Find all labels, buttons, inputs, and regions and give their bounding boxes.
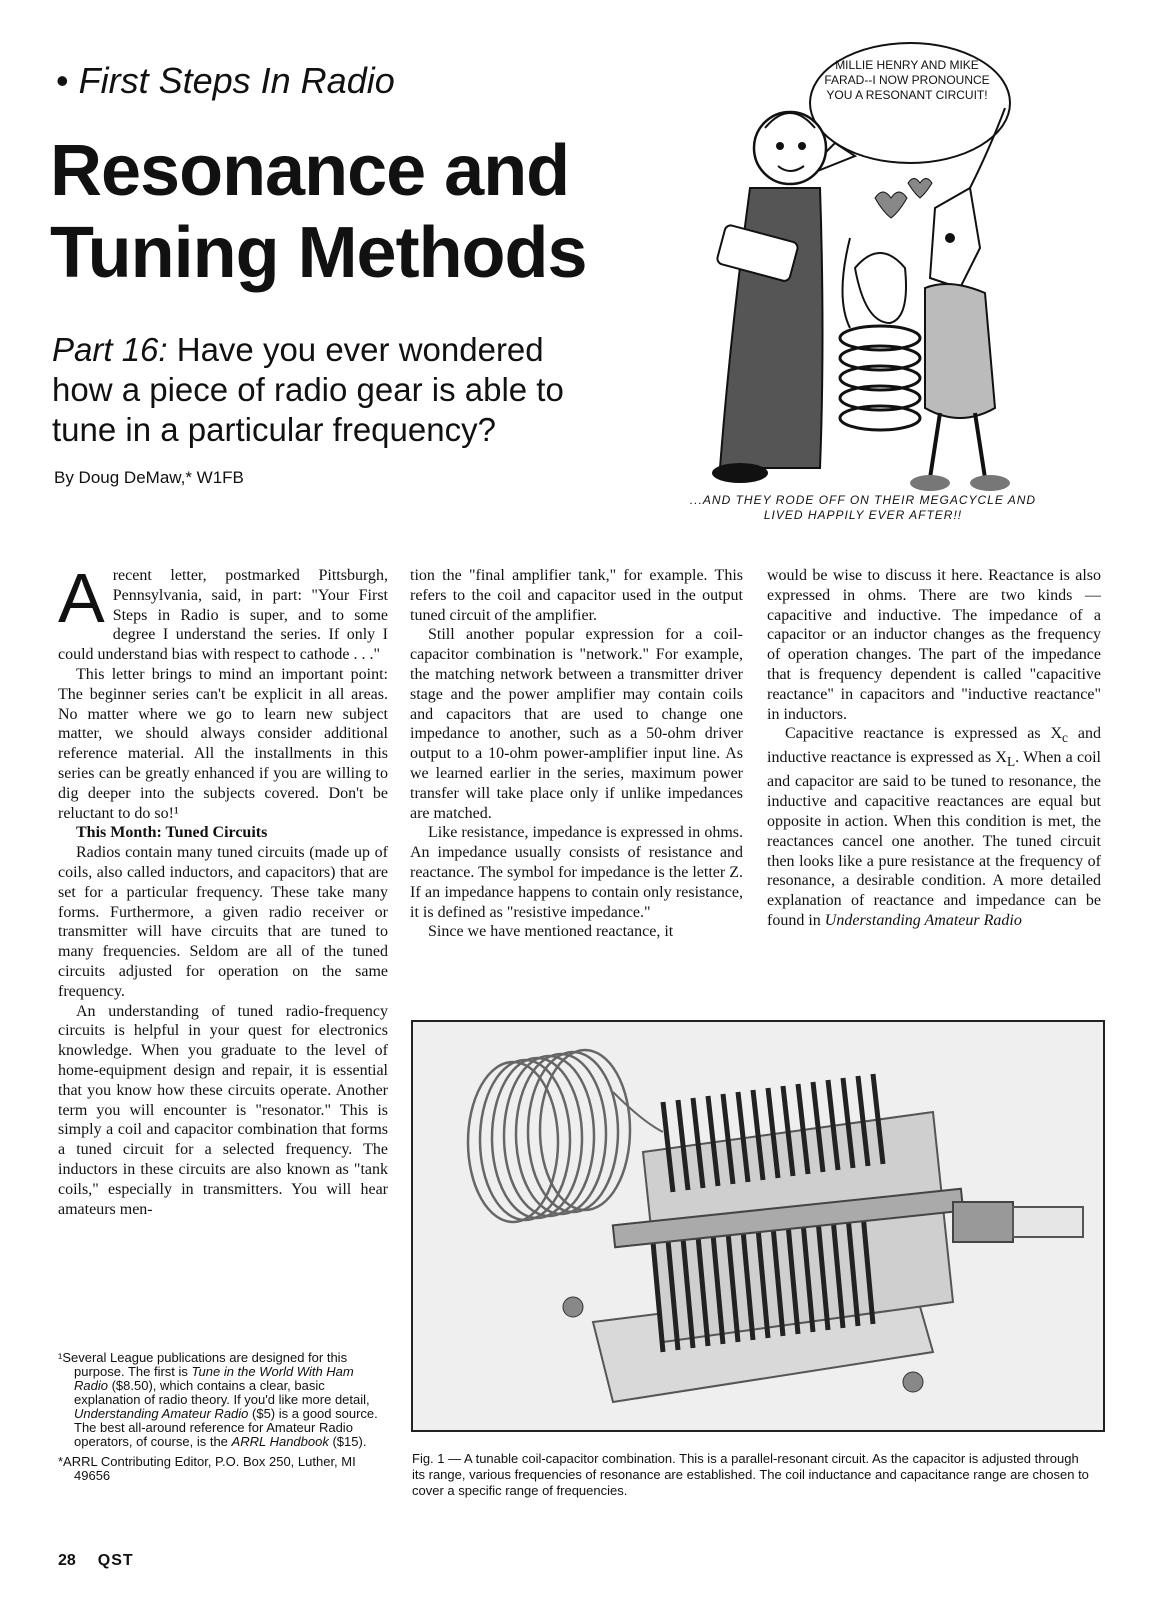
paragraph: would be wise to discuss it here. Reactance is also expressed in ohms. There are two kinds — capacitive and inductive. The impedance of a capacitor or an inductor changes as the frequency of operation changes. The part of the impedance that is frequency dependent is called "capacitive reactance" in capacitors and "inductive reactance" in inductors. [767, 567, 1101, 723]
footnote-2: *ARRL Contributing Editor, P.O. Box 250, Luther, MI 49656 [58, 1454, 356, 1483]
paragraph: tion the "final amplifier tank," for example. This refers to the coil and capacitor used in the output tuned circuit of the amplifier. [410, 567, 743, 624]
article-column-3 [767, 566, 1101, 931]
figure-photo-coil-capacitor [411, 1020, 1105, 1432]
paragraph-text: recent letter, postmarked Pittsburgh, Pennsylvania, said, in part: "Your First Steps in Radio is super, and to some degree I understand the series. If only I could understand bias with respect to cathode . . ." [58, 567, 388, 664]
subtitle-text: Have you ever wondered how a piece of radio gear is able to tune in a particular frequency? [52, 331, 564, 448]
footnote-text: ($8.50), which contains a clear, basic explanation of radio theory. If you'd like more detail, [74, 1378, 370, 1407]
paragraph: This letter brings to mind an important point: The beginner series can't be explicit in all areas. No matter where we go to learn new subject matter, we should always consider additional reference material. All the installments in this series can be greatly enhanced if you are willing to dig deeper into the subjects covered. Don't be reluctant to do so!¹ [58, 665, 388, 822]
footnote-text: ($15). [328, 1434, 367, 1449]
paragraph: Since we have mentioned reactance, it [428, 923, 674, 941]
page-number: 28 [58, 1552, 76, 1569]
paragraph-text: and inductive reactance is expressed as X [767, 725, 1101, 767]
cartoon-illustration [650, 38, 1090, 498]
book-title: Tune in the World With Ham Radio [74, 1364, 354, 1393]
subtitle-part: Part 16: [52, 331, 168, 368]
magazine-logo: QST [97, 1552, 134, 1569]
book-title: ARRL Handbook [231, 1434, 329, 1449]
article-column-1 [58, 559, 388, 1219]
cartoon-caption: ...AND THEY RODE OFF ON THEIR MEGACYCLE AND LIVED HAPPILY EVER AFTER!! [689, 493, 1037, 522]
drop-cap: A [58, 559, 105, 637]
article-subtitle [52, 330, 612, 450]
series-title [56, 60, 395, 102]
footnote-text: ¹Several League publications are designed for this purpose. The first is [58, 1350, 348, 1379]
subscript: L [1006, 754, 1016, 770]
paragraph: Still another popular expression for a coil-capacitor combination is "network." For example, the matching network between a transmitter driver stage and the power amplifier may contain coils and capacitors that are used to change one impedance to another, such as a 50-ohm driver output to a 10-ohm power-amplifier input line. As we learned earlier in the series, maximum power transfer will take place only if unlike impedances are matched. [410, 626, 743, 822]
paragraph: Like resistance, impedance is expressed in ohms. An impedance usually consists of resistance and reactance. The symbol for impedance is the letter Z. If an impedance happens to contain only resistance, it is defined as "resistive impedance." [410, 824, 743, 921]
page-footer [58, 1552, 134, 1570]
paragraph: An understanding of tuned radio-frequency circuits is helpful in your quest for electronics knowledge. When you graduate to the level of home-equipment design and repair, it is essential that you know how these circuits operate. Another term you will encounter is "resonator." This is simply a coil and capacitor combination that forms a tuned circuit for a selected frequency. The inductors in these circuits are also known as "tank coils," especially in transmitters. You will hear amateurs men- [58, 1002, 388, 1218]
paragraph [58, 559, 388, 665]
paragraph-text: Capacitive reactance is expressed as X [785, 725, 1063, 743]
figure-caption: Fig. 1 — A tunable coil-capacitor combination. This is a parallel-resonant circuit. As the capacitor is adjusted through its range, various frequencies of resonance are established. The coil inductance and capacitance range are chosen to cover a specific range of frequencies. [412, 1451, 1089, 1498]
speech-balloon-text: MILLIE HENRY AND MIKE FARAD--I NOW PRONOUNCE YOU A RESONANT CIRCUIT! [824, 58, 990, 102]
series-name: First Steps In Radio [78, 60, 395, 101]
footnote-1 [58, 1351, 388, 1449]
paragraph [767, 724, 1101, 930]
series-bullet: • [56, 60, 69, 101]
book-title: Understanding Amateur Radio [74, 1406, 249, 1421]
paragraph-text: . When a coil and capacitor are said to be tuned to resonance, the inductive and capacitive reactances are equal but opposite in action. When this condition is met, the reactances cancel one another. The tuned circuit then looks like a pure resistance at the frequency of resonance, a desirable condition. A more detailed explanation of reactance and impedance can be found in [767, 749, 1101, 929]
article-title: Resonance and Tuning Methods [50, 131, 587, 293]
footnote-text: ($5) is a good source. The best all-around reference for Amateur Radio operators, of course, is the [74, 1406, 378, 1449]
paragraph: Radios contain many tuned circuits (made up of coils, also called inductors, and capacitors) that are set for a particular frequency. These take many forms. Furthermore, a given radio receiver or transmitter will have circuits that are tuned to many frequencies. Seldom are all of the tuned circuits adjusted for operation on the same frequency. [58, 844, 388, 1000]
article-column-2 [410, 566, 743, 942]
section-heading: This Month: Tuned Circuits [76, 824, 268, 842]
subscript: c [1062, 730, 1068, 746]
byline: By Doug DeMaw,* W1FB [54, 468, 244, 487]
footnotes [58, 1351, 388, 1489]
book-title: Understanding Amateur Radio [824, 911, 1022, 929]
